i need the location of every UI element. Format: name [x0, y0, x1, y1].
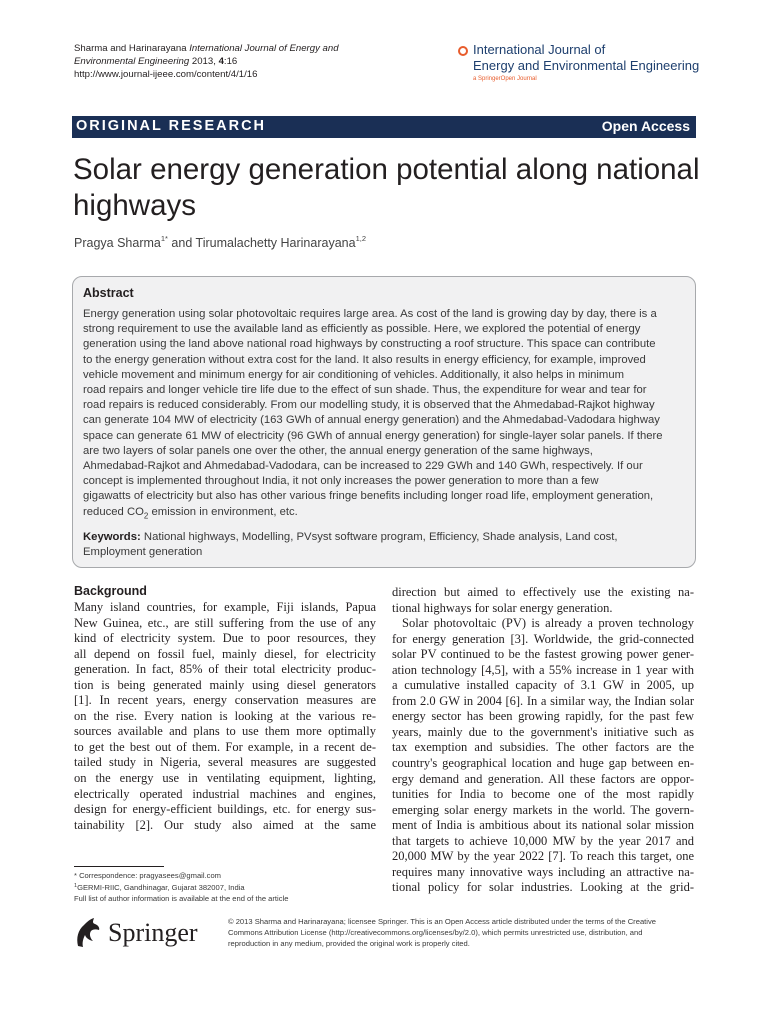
citation-volume: 4 — [218, 56, 224, 67]
title-line-2: highways — [73, 189, 196, 222]
abstract-heading: Abstract — [83, 286, 134, 300]
abstract-line: vehicle movement and minimum energy for air conditioning of vehicles. Additionally, it also helps in minimum — [83, 368, 625, 381]
abstract-line: generation using the land above national road highways by constructing a roof structure. This space can contribute — [83, 338, 656, 351]
body-line: energy sector has been growing rapidly, for the past few — [392, 709, 694, 724]
citation-authors: Sharma and Harinarayana — [74, 43, 187, 54]
keywords-line-2: Employment generation — [83, 546, 203, 559]
author-1-affiliation: 1* — [160, 234, 168, 243]
body-line: design for energy-efficient buildings, etc. for energy sus- — [74, 802, 376, 817]
body-column-left — [74, 600, 376, 833]
body-line: generation. In fact, 85% of their total electricity produc- — [74, 662, 376, 677]
body-column-right — [392, 585, 694, 896]
author-2: Tirumalachetty Harinarayana — [195, 236, 356, 250]
body-line: ergy demand and generation. All these factors are oppor- — [392, 771, 694, 786]
body-line: tional policy for solar industries. Looking at the grid- — [392, 880, 694, 895]
abstract-line-last — [83, 505, 689, 523]
citation-journal: International Journal of Energy and — [189, 43, 339, 54]
abstract-line: are two layers of solar panels one over the other, the annual energy generation of the same highways, — [83, 444, 593, 457]
license-line: reproduction in any medium, provided the original work is properly cited. — [228, 939, 470, 949]
license-text — [228, 916, 698, 950]
springer-horse-icon — [72, 916, 102, 950]
keywords — [83, 530, 689, 560]
article-type-label: ORIGINAL RESEARCH — [76, 118, 267, 134]
abstract-last-after: emission in environment, etc. — [148, 505, 298, 518]
citation-year: 2013, — [191, 56, 216, 67]
body-line: kind of electricity system. Due to poor resources, they — [74, 631, 376, 646]
citation-url[interactable]: http://www.journal-ijeee.com/content/4/1/16 — [74, 69, 258, 80]
abstract-box — [72, 276, 696, 568]
body-line: ation technology [4,5], with a 55% increase in 1 year with — [392, 662, 694, 677]
section-heading-background: Background — [74, 584, 147, 598]
article-title — [73, 152, 703, 224]
co2-subscript: 2 — [143, 510, 149, 520]
abstract-line: gigawatts of electricity but also has other various fringe benefits including longer road life, employment generation, — [83, 490, 654, 503]
footnotes — [74, 870, 376, 905]
body-line: emerging solar energy markets in the world. The govern- — [392, 802, 694, 817]
body-line: tunities for India to become one of the most rapidly — [392, 787, 694, 802]
body-line: tainability [2]. Our study also aimed at the same — [74, 817, 376, 832]
body-line: on the rise. Every nation is looking at the various re- — [74, 708, 376, 723]
abstract-line: concept is implemented throughout India, it not only increases the power generation to more than a few — [83, 475, 599, 488]
citation-line-1 — [74, 42, 404, 55]
body-line: tailed study in Nigeria, several measures are suggested — [74, 755, 376, 770]
body-line: country's geographical location and huge gap between en- — [392, 756, 694, 771]
body-line: Many island countries, for example, Fiji islands, Papua — [74, 600, 376, 614]
author-2-affiliation: 1,2 — [355, 234, 366, 243]
journal-logo-line1: International Journal of — [473, 42, 606, 57]
citation-journal-cont: Environmental Engineering — [74, 56, 190, 67]
title-line-1: Solar energy generation potential along national — [73, 153, 700, 186]
abstract-line: road repairs is reduced considerably. From our modelling study, it is observed that the Ahmedabad-Rajkot highway — [83, 399, 655, 412]
license-line: Commons Attribution License (http://creativecommons.org/licenses/by/2.0), which permits unrestricted use, distribution, and — [228, 928, 643, 938]
body-line: tion is being generated mainly using diesel generators — [74, 677, 376, 692]
citation-line-2 — [74, 55, 404, 68]
author-1: Pragya Sharma — [74, 236, 161, 250]
abstract-line: Ahmedabad-Rajkot and Ahmedabad-Vadodara, can be increased to 229 GWh and 140 GWh, respectively. If our — [83, 460, 643, 473]
correspondence-note[interactable]: * Correspondence: pragyasees@gmail.com — [74, 871, 221, 880]
body-line: that targets to achieve 10,000 MW by the year 2017 and — [392, 833, 694, 848]
author-info-note: Full list of author information is available at the end of the article — [74, 894, 289, 904]
body-line: electrically operated industrial machines and engines, — [74, 786, 376, 801]
keywords-label: Keywords: — [83, 531, 141, 543]
springer-logo[interactable] — [72, 914, 222, 954]
affiliation-note — [74, 881, 376, 893]
body-line: all depend on fossil fuel, mainly diesel, for electricity — [74, 646, 376, 661]
citation-header — [74, 42, 404, 81]
body-line: [1]. In recent years, energy conservation measures are — [74, 693, 376, 708]
body-line: 20,000 MW by the year 2022 [7]. To reach this target, one — [392, 849, 694, 864]
body-line: direction but aimed to effectively use the existing na- — [392, 585, 694, 599]
author-join: and — [167, 236, 196, 250]
affiliation-text: GERMI-RIIC, Gandhinagar, Gujarat 382007, India — [77, 883, 245, 893]
keywords-line-1: National highways, Modelling, PVsyst software program, Efficiency, Shade analysis, Land cost, — [140, 531, 618, 543]
affiliation-sup: 1 — [74, 883, 78, 890]
journal-logo-line2: Energy and Environmental Engineering — [473, 58, 700, 73]
footnote-divider — [74, 866, 164, 867]
open-access-label: Open Access — [601, 118, 690, 134]
body-line: ment of India is ambitious about its national solar mission — [392, 818, 694, 833]
abstract-last-before: reduced CO — [83, 505, 144, 518]
abstract-line: can generate 104 MW of electricity (163 GWh of annual energy generation) and the Ahmedabad-Vadodara highway — [83, 414, 660, 427]
abstract-line: to the energy generation without extra cost for the land. It also results in energy efficiency, for example, improved — [83, 353, 646, 366]
journal-logo-line3: a SpringerOpen Journal — [473, 76, 537, 82]
author-list — [74, 234, 366, 250]
body-line: a cumulative installed capacity of 3.1 GW in 2005, up — [392, 678, 694, 693]
abstract-text — [83, 307, 689, 523]
body-line: Solar photovoltaic (PV) is already a proven technology — [402, 616, 694, 631]
license-line: © 2013 Sharma and Harinarayana; licensee Springer. This is an Open Access article distributed under the terms of the Creative — [228, 917, 656, 926]
abstract-line: strong requirement to use the available land as efficiently as possible. Here, we explored the potential of energy — [83, 323, 641, 336]
body-line: from 2.0 GW in 2004 [6]. In a similar way, the Indian solar — [392, 693, 694, 708]
body-line: to get the best out of them. For example, in a recent de- — [74, 739, 376, 754]
body-line: New Guinea, etc., are still suffering from the use of any — [74, 615, 376, 630]
abstract-line: road repairs and longer vehicle tire life due to the effect of sun shade. Thus, the expenditure for wear and tear for — [83, 384, 647, 397]
springeropen-icon — [458, 46, 468, 56]
body-line: tional highways for solar energy generation. — [392, 600, 613, 615]
citation-article: :16 — [223, 56, 238, 67]
abstract-line: Energy generation using solar photovoltaic requires large area. As cost of the land is growing day by day, there is a — [83, 308, 657, 320]
body-line: solar PV continued to be the fastest growing power gener- — [392, 647, 694, 662]
springer-wordmark: Springer — [108, 918, 198, 947]
body-line: sources available and plans to use them more optimally — [74, 724, 376, 739]
body-line: requires many innovative ways including an attractive na- — [392, 864, 694, 879]
abstract-line: space can generate 61 MW of electricity (96 GWh of annual energy generation) for single-layer solar panels. If there — [83, 429, 663, 442]
body-line: tax exemption and subsidies. The other factors are the — [392, 740, 694, 755]
article-type-banner — [72, 116, 696, 138]
body-line: on the energy use in ventilating equipment, lighting, — [74, 771, 376, 786]
body-line: years, mainly due to the government's initiative such as — [392, 724, 694, 739]
body-line: for energy generation [3]. Worldwide, the grid-connected — [392, 631, 694, 646]
